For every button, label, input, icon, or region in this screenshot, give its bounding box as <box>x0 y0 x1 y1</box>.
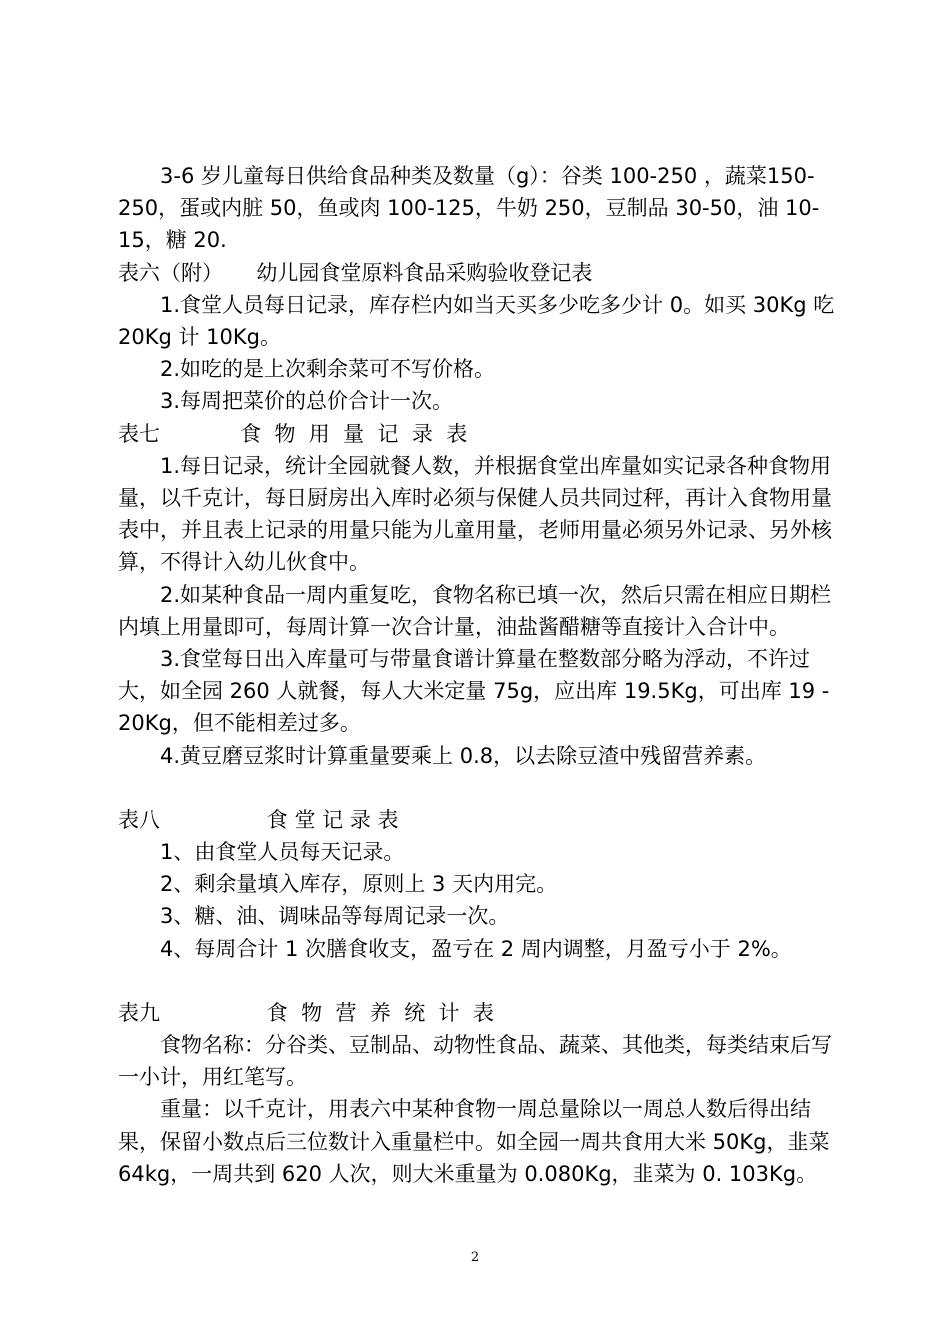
table8-item-2: 2、剩余量填入库存，原则上 3 天内用完。 <box>160 872 558 897</box>
table9-item-1: 食物名称：分谷类、豆制品、动物性食品、蔬菜、其他类，每类结束后写一小计，用红笔写。 <box>118 1033 832 1090</box>
table8-item-4: 4、每周合计 1 次膳食收支，盈亏在 2 周内调整，月盈亏小于 2%。 <box>160 936 792 961</box>
table7-item-4: 4.黄豆磨豆浆时计算重量要乘上 0.8，以去除豆渣中残留营养素。 <box>160 743 767 768</box>
section-spacer <box>118 772 838 804</box>
table8-item-1: 1、由食堂人员每天记录。 <box>160 840 405 865</box>
document-body <box>118 160 838 1190</box>
table9-item-2: 重量：以千克计，用表六中某种食物一周总量除以一周总人数后得出结果，保留小数点后三位数计入重量栏中。如全园一周共食用大米 50Kg，韭菜 64kg，一周共到 620 人次，则大米重量为 0.080Kg，韭菜为 0. 103Kg。 <box>118 1097 830 1186</box>
table6-item-1: 1.食堂人员每日记录，库存栏内如当天买多少吃多少计 0。如买 30Kg 吃 20Kg 计 10Kg。 <box>118 292 835 350</box>
section-spacer <box>118 965 838 997</box>
table8-item-3: 3、糖、油、调味品等每周记录一次。 <box>160 904 510 929</box>
intro-paragraph: 3-6 岁儿童每日供给食品种类及数量（g）：谷类 100-250 ，蔬菜150-250，蛋或内脏 50，鱼或肉 100-125，牛奶 250，豆制品 30-50，油 10-15，糖 20. <box>118 164 820 253</box>
table7-item-3: 3.食堂每日出入库量可与带量食谱计算量在整数部分略为浮动，不许过大，如全园 260 人就餐，每人大米定量 75g，应出库 19.5Kg，可出库 19 - 20Kg，但不能相差过多。 <box>118 647 830 736</box>
table6-item-3: 3.每周把菜价的总价合计一次。 <box>160 389 454 414</box>
table7-heading: 表七 食 物 用 量 记 录 表 <box>118 421 468 446</box>
table7-item-1: 1.每日记录，统计全园就餐人数，并根据食堂出库量如实记录各种食物用量，以千克计，每日厨房出入库时必须与保健人员共同过秤，再计入食物用量表中，并且表上记录的用量只能为儿童用量，老师用量必须另外记录、另外核算，不得计入幼儿伙食中。 <box>118 453 832 575</box>
table8-heading: 表八 食 堂 记 录 表 <box>118 807 399 832</box>
table9-heading: 表九 食 物 营 养 统 计 表 <box>118 1000 494 1025</box>
table7-item-2: 2.如某种食品一周内重复吃，食物名称已填一次，然后只需在相应日期栏内填上用量即可，每周计算一次合计量，油盐酱醋糖等直接计入合计中。 <box>118 582 832 639</box>
page-number: 2 <box>470 1250 480 1265</box>
table6-item-2: 2.如吃的是上次剩余菜可不写价格。 <box>160 357 496 382</box>
table6-heading: 表六（附） 幼儿园食堂原料食品采购验收登记表 <box>118 260 593 285</box>
